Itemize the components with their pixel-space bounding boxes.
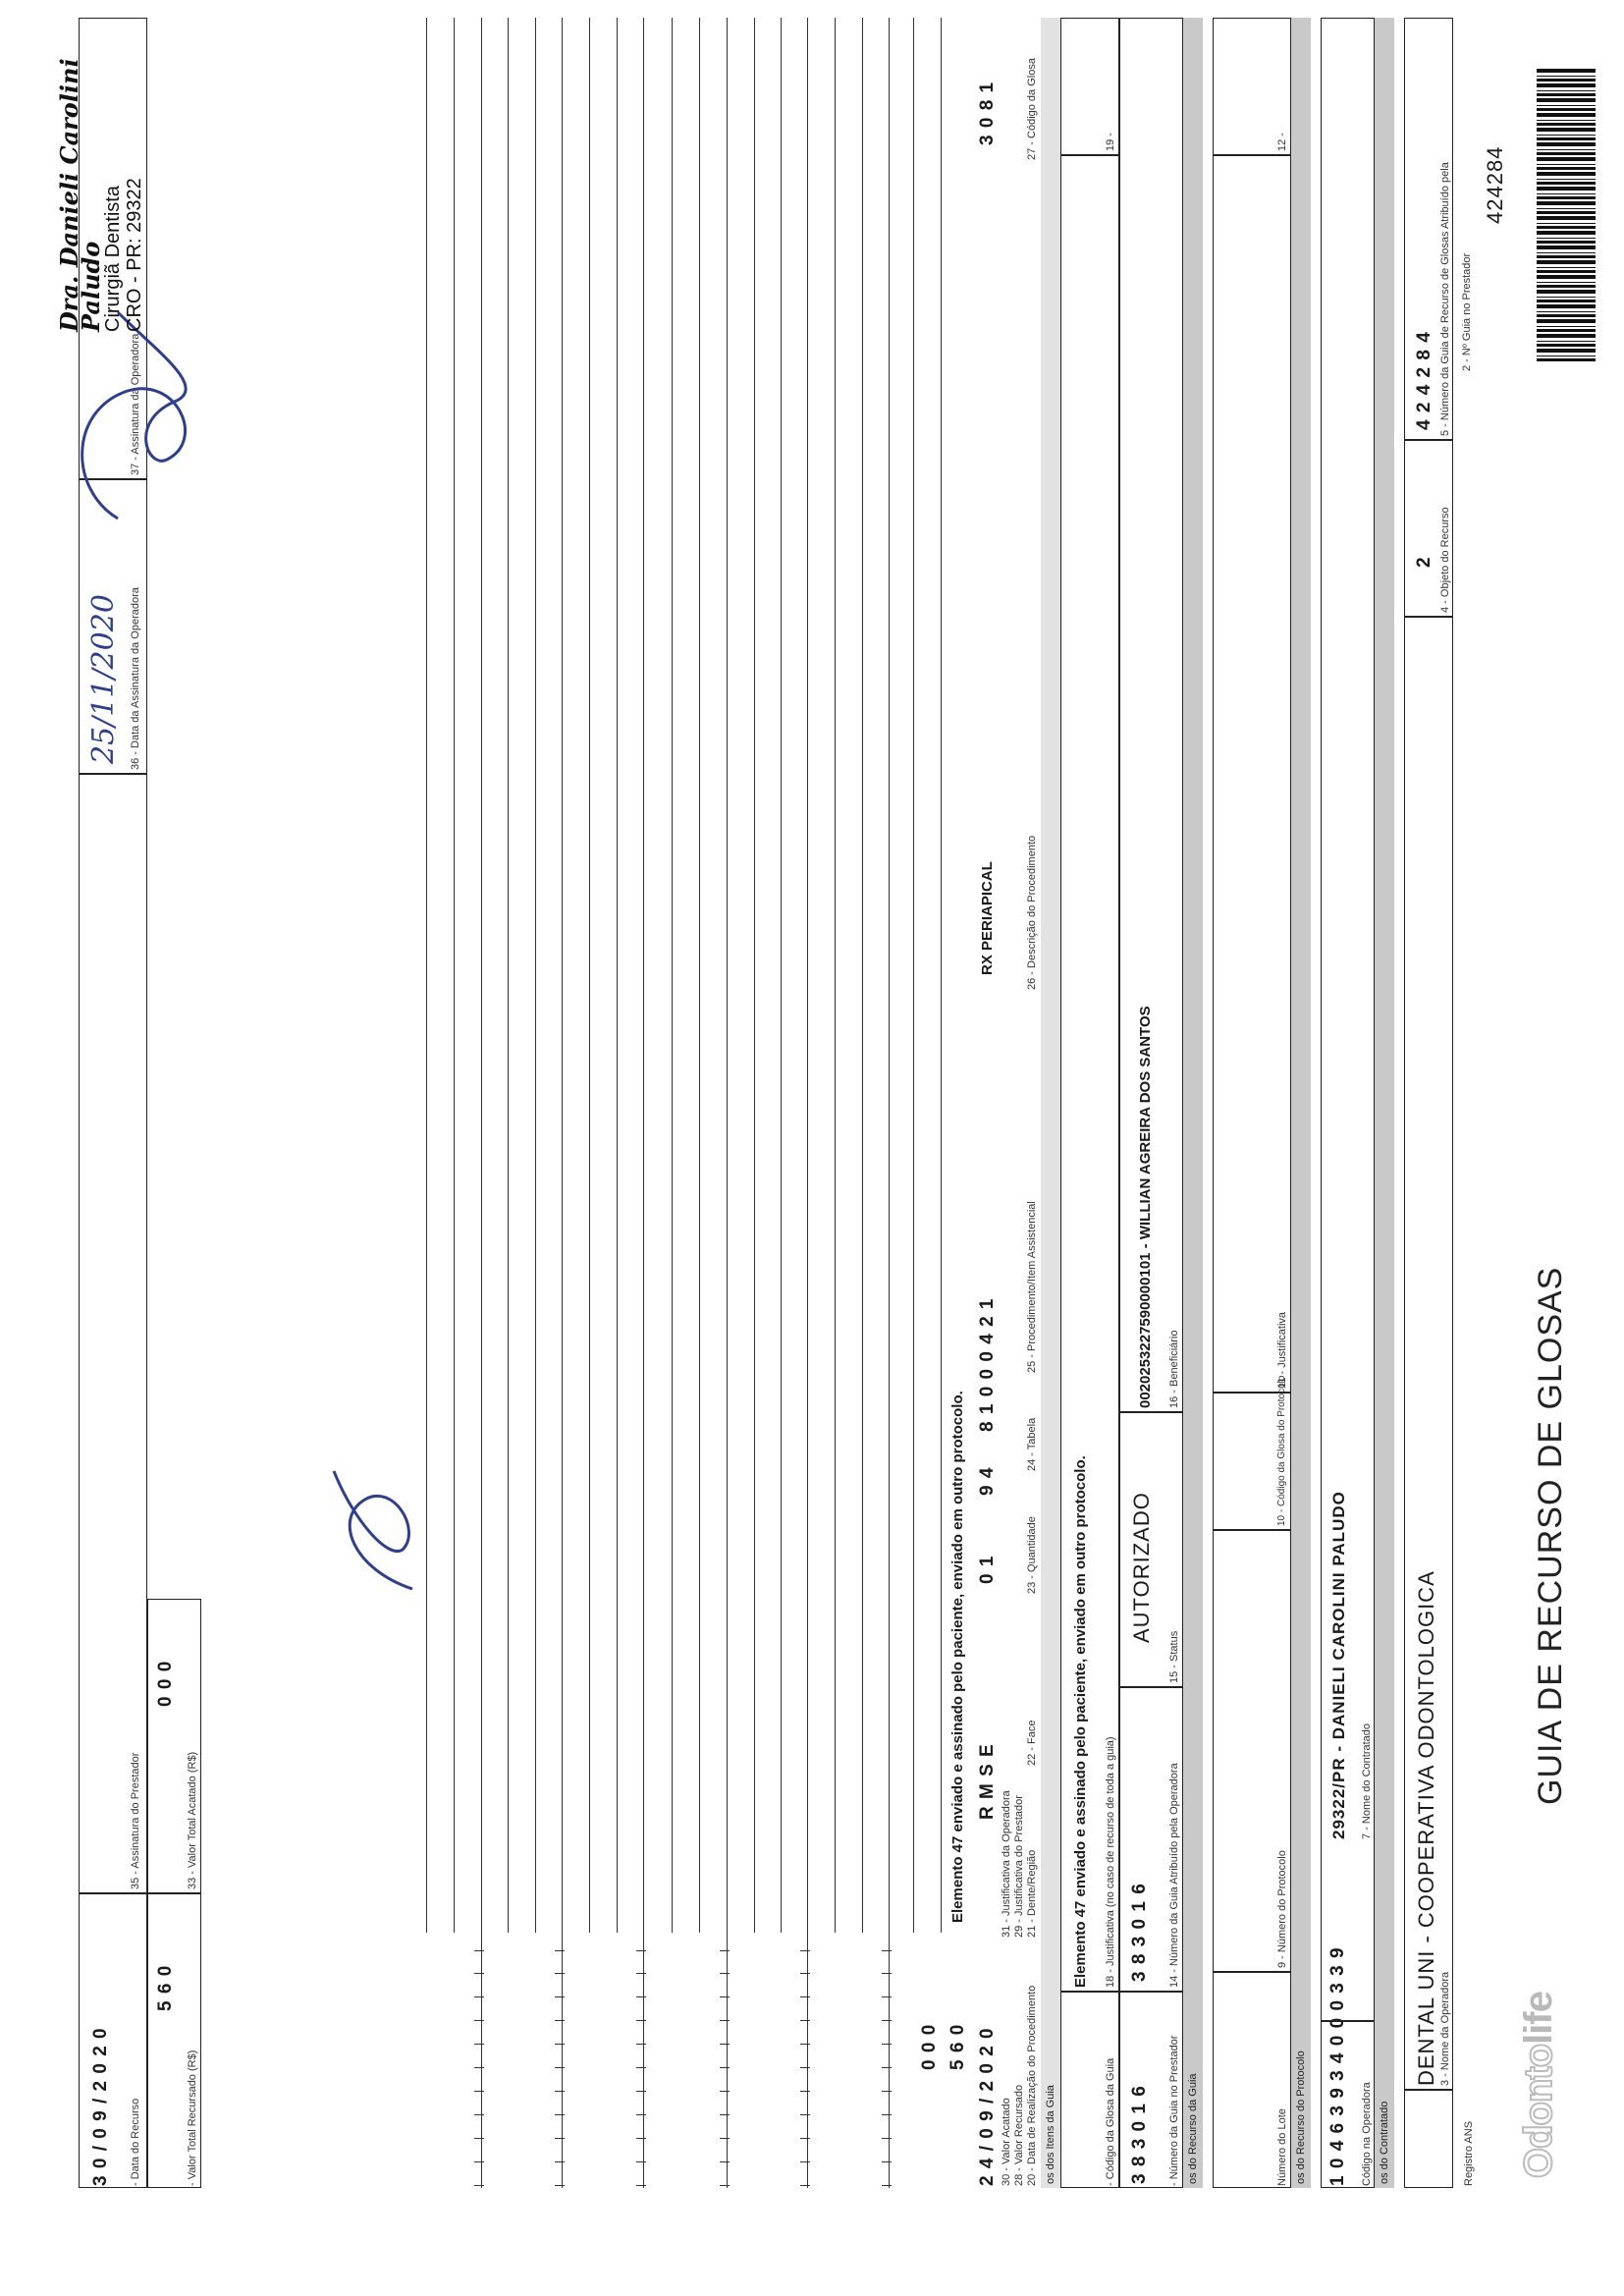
numero-guia-prestador-value: 3 8 3 0 1 6 (1129, 2085, 1150, 2184)
codigo-glosa-guia-label: - Código da Glosa da Guia (1105, 2057, 1116, 2186)
col-21-label: 21 - Dente/Região (1026, 1849, 1038, 1938)
numero-guia-value: 4 2 4 2 8 4 (1414, 331, 1435, 430)
valor-total-acatado-label: 33 - Valor Total Acatado (R$) (187, 1751, 198, 1889)
col-29-label: 29 - Justificativa do Prestador (1013, 1795, 1025, 1938)
data-assinatura-operadora-value: 25/11/2020 (86, 594, 121, 764)
col-22-label: 22 - Face (1026, 1720, 1038, 1766)
codigo-operadora-value: 1 0 4 6 3 9 3 4 0 0 0 3 3 9 (1327, 1946, 1348, 2186)
codigo-operadora-label: Código na Operadora (1361, 2082, 1373, 2186)
col-28-label: 28 - Valor Recursado (1013, 2084, 1025, 2186)
col-30-label: 30 - Valor Acatado (1001, 2098, 1012, 2186)
form-title: GUIA DE RECURSO DE GLOSAS (1532, 1266, 1569, 1805)
justificativa-guia-box (1060, 155, 1119, 1992)
section-itens: os dos Itens da Guia (1041, 18, 1060, 2188)
campo12-label: 12 - (1276, 133, 1288, 151)
stamp-name: Dra. Danieli Carolini Paludo (55, 58, 105, 332)
section-guia: os do Recurso da Guia (1183, 18, 1203, 2188)
col-26-label: 26 - Descrição do Procedimento (1026, 835, 1038, 990)
col-31-label: 31 - Justificativa da Operadora (1001, 1790, 1012, 1938)
justificativa-guia-label: 18 - Justificativa (no caso de recurso de toda a guia) (1105, 1736, 1116, 1988)
guia-prestador-label: 2 - Nº Guia no Prestador (1461, 252, 1473, 371)
col-27-label: 27 - Código da Glosa (1026, 58, 1038, 160)
nome-contratado-label: 7 - Nome do Contratado (1361, 1722, 1373, 1839)
campo19-label: 19 - (1105, 133, 1116, 151)
stamp-cro: CRO - PR: 29322 (124, 178, 145, 332)
data-recurso-label: - Data do Recurso (130, 2098, 141, 2186)
valor-total-recursado-value: 5 6 0 (155, 1964, 176, 2011)
beneficiario-value: 0020253227590000101 - WILLIAN AGREIRA DOS SANTOS (1137, 1006, 1154, 1408)
item-face: R M S E (977, 1743, 998, 1820)
status-value: AUTORIZADO (1129, 1492, 1154, 1643)
operadora-label: 3 - Nome da Operadora (1439, 1971, 1451, 2086)
status-label: 15 - Status (1168, 1630, 1180, 1683)
prestador-stamp (55, 0, 145, 332)
item-tabela: 9 4 (977, 1466, 998, 1496)
operator-rubric (295, 1432, 452, 1609)
justificativa-label: 11 - Justificativa (1276, 1311, 1288, 1389)
col-24-label: 24 - Tabela (1026, 1417, 1038, 1471)
numero-guia-prestador-label: - Número da Guia no Prestador (1168, 2035, 1180, 2186)
item-date: 2 4 / 0 9 / 2 0 2 0 (977, 2027, 998, 2186)
barcode (1537, 67, 1596, 361)
codigo-glosa-protocolo-label: 10 - Código da Glosa do Protocolo (1276, 1375, 1287, 1526)
barcode-number: 424284 (1483, 145, 1507, 224)
assinatura-operadora-label: 37 - Assinatura da Operadora (130, 333, 141, 475)
item-justificativa: Elemento 47 enviado e assinado pelo paciente, enviado em outro protocolo. (949, 1391, 966, 1923)
numero-guia-label: 5 - Número da Guia de Recurso de Glosas Atribuído pela (1439, 162, 1451, 436)
numero-protocolo-label: 9 - Número do Protocolo (1276, 1850, 1288, 1968)
section-protocolo: os do Recurso do Protocolo (1291, 18, 1311, 2188)
objeto-value: 2 (1414, 556, 1435, 568)
registro-ans-label: Registro ANS (1463, 2120, 1475, 2186)
beneficiario-label: 16 - Beneficiário (1168, 1330, 1180, 1408)
valor-total-acatado-value: 0 0 0 (155, 1660, 176, 1707)
odontolife-logo: Odontolife (1517, 1992, 1560, 2178)
valor-total-recursado-label: - Valor Total Recursado (R$) (187, 2050, 198, 2186)
item-codigo-glosa: 3 0 8 1 (977, 81, 998, 145)
numero-guia-operadora-label: 14 - Número da Guia Atribuído pela Operadora (1168, 1763, 1180, 1988)
data-assinatura-operadora-label: 36 - Data da Assinatura da Operadora (130, 587, 141, 770)
item-procedimento: 8 1 0 0 0 4 2 1 (977, 1297, 998, 1432)
item-valor-recursado: 5 6 0 (947, 2023, 968, 2070)
stamp-role: Cirurgiã Dentista (102, 186, 124, 332)
data-recurso-value: 3 0 / 0 9 / 2 0 2 0 (90, 2027, 111, 2186)
justificativa-guia-value: Elemento 47 enviado e assinado pelo paciente, enviado em outro protocolo. (1072, 1455, 1089, 1988)
col-23-label: 23 - Quantidade (1026, 1516, 1038, 1594)
justificativa-box (1213, 155, 1291, 1393)
numero-guia-operadora-value: 3 8 3 0 1 6 (1129, 1883, 1150, 1982)
section-contratado: os do Contratado (1375, 18, 1394, 2188)
assinatura-prestador-label: 35 - Assinatura do Prestador (130, 1752, 141, 1889)
col-20-label: 20 - Data de Realização do Procedimento (1026, 1985, 1038, 2186)
numero-lote-label: Número do Lote (1276, 2108, 1288, 2186)
item-descricao: RX PERIAPICAL (979, 861, 996, 975)
nome-contratado-value: 29322/PR - DANIELI CAROLINI PALUDO (1329, 1491, 1348, 1839)
registro-ans-box (1404, 2090, 1453, 2188)
item-quantidade: 0 1 (977, 1555, 998, 1584)
assinatura-prestador-box (79, 774, 147, 1893)
operadora-value: DENTAL UNI - COOPERATIVA ODONTOLOGICA (1414, 1570, 1438, 2086)
item-valor-acatado: 0 0 0 (919, 2023, 940, 2070)
col-25-label: 25 - Procedimento/Item Assistencial (1026, 1201, 1038, 1373)
objeto-label: 4 - Objeto do Recurso (1439, 507, 1451, 613)
